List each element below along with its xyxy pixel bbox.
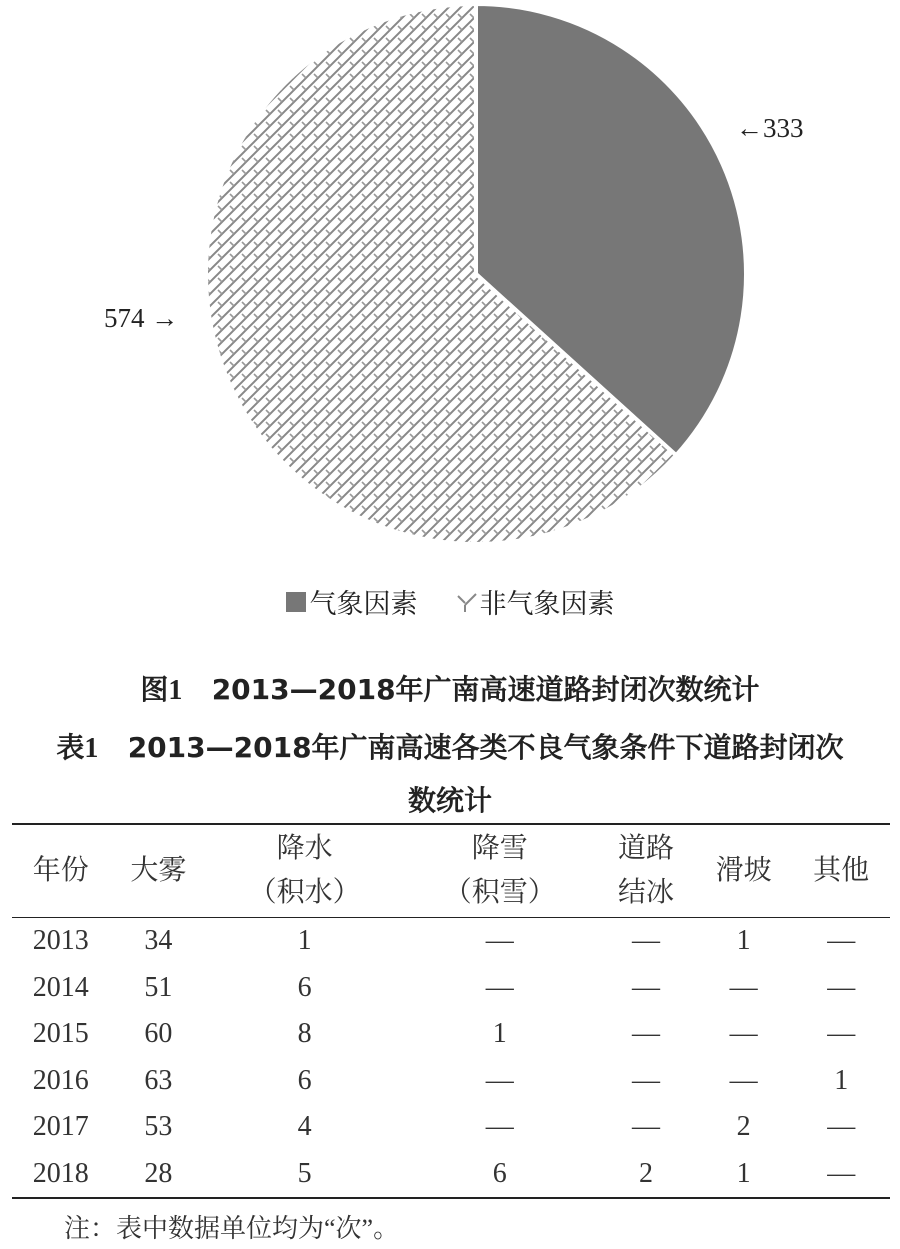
table-cell: 28 xyxy=(144,1157,173,1189)
table-cell: 1 xyxy=(492,1018,507,1050)
table-header-cell xyxy=(597,824,695,918)
table-header-cell xyxy=(110,824,208,918)
table-cell: 34 xyxy=(144,925,173,957)
legend-label-non-weather: 非气象因素 xyxy=(479,589,615,619)
header-text: 大雾 xyxy=(130,855,187,886)
table-cell: 2014 xyxy=(32,971,89,1003)
table-row xyxy=(12,918,890,965)
legend-swatch-solid xyxy=(286,592,306,612)
table-cell: 2013 xyxy=(32,925,89,957)
table-row xyxy=(12,1058,890,1105)
table-cell: 6 xyxy=(297,1064,312,1096)
table-cell: 1 xyxy=(736,1157,751,1189)
legend-label-weather: 气象因素 xyxy=(309,589,418,619)
table-cell: — xyxy=(632,971,661,1003)
table-title-line1: 2013—2018年广南高速各类不良气象条件下道路封闭次 xyxy=(127,731,844,764)
table-cell: — xyxy=(632,1064,661,1096)
figure-number: 图1 xyxy=(140,675,183,706)
table-cell: — xyxy=(485,1064,514,1096)
legend-item-weather xyxy=(286,582,418,621)
table-cell: — xyxy=(485,925,514,957)
legend xyxy=(0,582,900,621)
table-cell: 51 xyxy=(144,971,173,1003)
legend-item-non-weather xyxy=(456,582,615,621)
table-cell: — xyxy=(729,1018,758,1050)
table-cell: 2018 xyxy=(32,1157,89,1189)
slice-label-non-weather: 574 → xyxy=(104,303,179,333)
table-cell: 63 xyxy=(144,1064,173,1096)
header-text: 道路 xyxy=(618,833,675,864)
table-cell: 2016 xyxy=(32,1064,89,1096)
table-cell: — xyxy=(632,1111,661,1143)
header-text: 降水 xyxy=(276,833,333,864)
header-text: 降雪 xyxy=(471,833,528,864)
table-row xyxy=(12,1011,890,1058)
table-cell: 2 xyxy=(736,1111,751,1143)
table-cell: 8 xyxy=(297,1018,312,1050)
header-text: 结冰 xyxy=(618,877,675,908)
table-cell: 6 xyxy=(297,971,312,1003)
table-caption xyxy=(0,722,900,827)
table-cell: — xyxy=(485,971,514,1003)
table-cell: 4 xyxy=(297,1111,312,1143)
table-header-cell xyxy=(207,824,402,918)
table-cell: 1 xyxy=(297,925,312,957)
header-text: 其他 xyxy=(813,855,870,886)
table-cell: — xyxy=(632,1018,661,1050)
figure-caption xyxy=(0,668,900,708)
table-cell: 1 xyxy=(834,1064,849,1096)
table-cell: — xyxy=(827,971,856,1003)
table-row xyxy=(12,1104,890,1151)
table-cell: — xyxy=(485,1111,514,1143)
table-title-line2: 数统计 xyxy=(407,784,492,817)
table-cell: — xyxy=(729,971,758,1003)
table-header-cell xyxy=(695,824,793,918)
legend-swatch-hatch xyxy=(456,592,476,612)
table-cell: — xyxy=(632,925,661,957)
figure-title: 2013—2018年广南高速道路封闭次数统计 xyxy=(211,673,760,706)
header-text: 滑坡 xyxy=(715,855,772,886)
table-cell: 5 xyxy=(297,1157,312,1189)
slice-label-weather: ←333 xyxy=(736,113,804,143)
table-header-cell xyxy=(402,824,597,918)
table-header-cell xyxy=(12,824,110,918)
header-text: （积雪） xyxy=(443,877,556,908)
table-cell: 2017 xyxy=(32,1111,89,1143)
table-header-cell xyxy=(792,824,890,918)
table-header-row xyxy=(12,824,890,918)
table-row xyxy=(12,1151,890,1199)
table-cell: — xyxy=(827,925,856,957)
table-row xyxy=(12,965,890,1012)
table-cell: — xyxy=(827,1018,856,1050)
table-note: 注：表中数据单位均为“次”。 xyxy=(64,1214,400,1243)
data-table xyxy=(12,823,890,1199)
table-cell: — xyxy=(729,1064,758,1096)
header-text: （积水） xyxy=(248,877,361,908)
pie-chart xyxy=(0,0,900,560)
table-cell: 1 xyxy=(736,925,751,957)
table-cell: — xyxy=(827,1111,856,1143)
table-number: 表1 xyxy=(56,733,99,764)
table-cell: 60 xyxy=(144,1018,173,1050)
table-cell: 2015 xyxy=(32,1018,89,1050)
header-text: 年份 xyxy=(32,855,89,886)
table-cell: 2 xyxy=(639,1157,654,1189)
table-cell: — xyxy=(827,1157,856,1189)
table-cell: 6 xyxy=(492,1157,507,1189)
table-cell: 53 xyxy=(144,1111,173,1143)
